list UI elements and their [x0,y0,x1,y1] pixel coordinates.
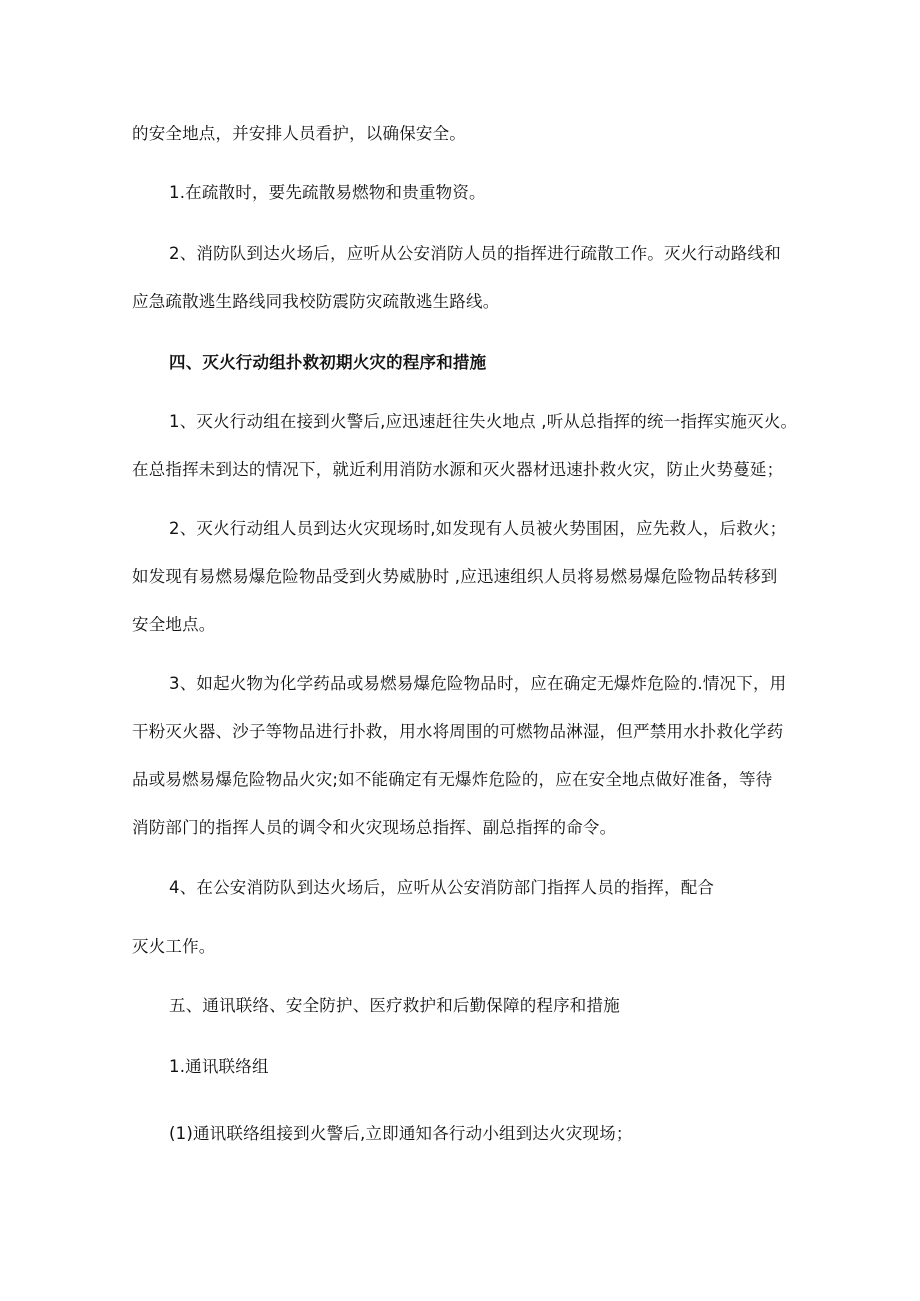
text-line: 的安全地点，并安排人员看护，以确保安全。 [132,124,466,143]
text-line: 1.在疏散时，要先疏散易燃物和贵重物资。 [169,183,486,202]
text-line: 4、在公安消防队到达火场后，应听从公安消防部门指挥人员的指挥，配合 [169,878,715,897]
text-line: 在总指挥未到达的情况下，就近利用消防水源和灭火器材迅速扑救火灾，防止火势蔓延； [132,460,784,479]
subsection-heading: 1.通讯联络组 [169,1057,269,1076]
text-line: 3、如起火物为化学药品或易燃易爆危险物品时，应在确定无爆炸危险的.情况下，用 [169,674,787,693]
text-line: 如发现有易燃易爆危险物品受到火势威胁时 ,应迅速组织人员将易燃易爆危险物品转移到 [132,567,778,586]
section-heading: 五、通讯联络、安全防护、医疗救护和后勤保障的程序和措施 [169,996,620,1015]
text-line: 2、灭火行动组人员到达火灾现场时,如发现有人员被火势围困，应先救人，后救火； [169,519,787,538]
text-line: (1)通讯联络组接到火警后,立即通知各行动小组到达火灾现场； [169,1124,633,1143]
text-line: 灭火工作。 [132,937,216,956]
text-line: 干粉灭火器、沙子等物品进行扑救，用水将周围的可燃物品淋湿，但严禁用水扑救化学药 [132,722,784,741]
text-line: 1、灭火行动组在接到火警后,应迅速赶往失火地点 ,听从总指挥的统一指挥实施灭火。 [169,412,798,431]
text-line: 消防部门的指挥人员的调令和火灾现场总指挥、副总指挥的命令。 [132,818,617,837]
text-line: 安全地点。 [132,615,216,634]
section-heading: 四、灭火行动组扑救初期火灾的程序和措施 [169,353,487,372]
text-line: 应急疏散逃生路线同我校防震防灾疏散逃生路线。 [132,292,500,311]
text-line: 2、消防队到达火场后，应听从公安消防人员的指挥进行疏散工作。灭火行动路线和 [169,244,781,263]
text-line: 品或易燃易爆危险物品火灾;如不能确定有无爆炸危险的，应在安全地点做好准备，等待 [132,770,773,789]
